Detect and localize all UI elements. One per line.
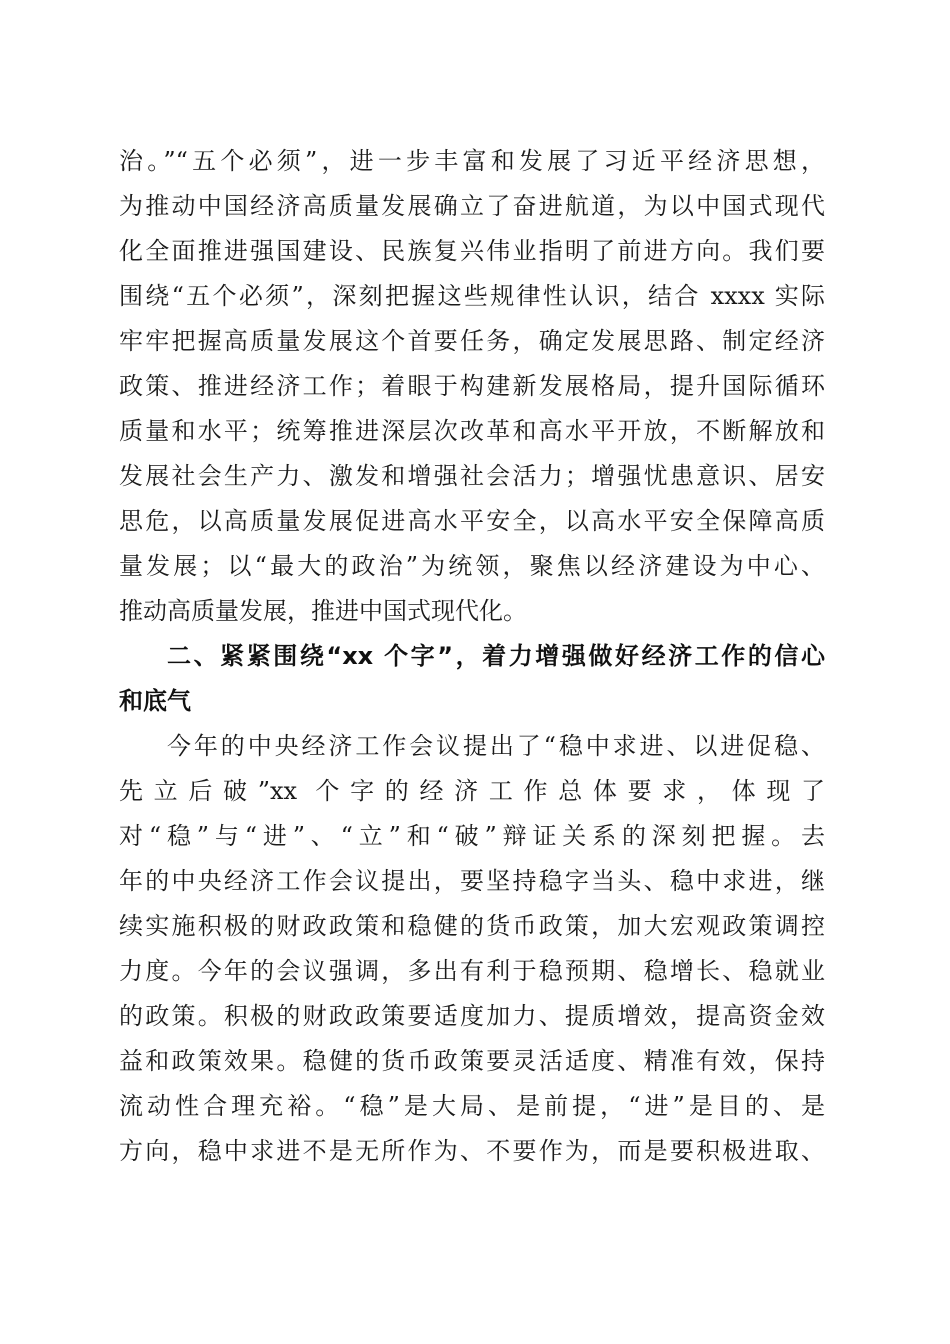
body-text-line: 推动高质量发展，推进中国式现代化。 (119, 597, 527, 625)
body-text-line: 发展社会生产力、激发和增强社会活力；增强忧患意识、居安 (119, 462, 825, 490)
body-text-line: 流动性合理充裕。“稳”是大局、是前提，“进”是目的、是 (119, 1092, 825, 1120)
body-text-line: 对“稳”与“进”、“立”和“破”辩证关系的深刻把握。去 (119, 822, 825, 850)
body-text-line: 今年的中央经济工作会议提出了“稳中求进、以进促稳、 (167, 732, 825, 760)
body-text-line: 方向，稳中求进不是无所作为、不要作为，而是要积极进取、 (119, 1137, 825, 1165)
body-text-line: 先立后破”xx 个字的经济工作总体要求，体现了 (119, 777, 825, 805)
body-text-line: 政策、推进经济工作；着眼于构建新发展格局，提升国际循环 (119, 372, 825, 400)
body-text-line: 质量和水平；统筹推进深层次改革和高水平开放，不断解放和 (119, 417, 825, 445)
body-text-line: 治。”“五个必须”，进一步丰富和发展了习近平经济思想， (119, 147, 825, 175)
section-heading-continuation: 和底气 (119, 687, 191, 715)
body-text-line: 年的中央经济工作会议提出，要坚持稳字当头、稳中求进，继 (119, 867, 825, 895)
body-text-line: 化全面推进强国建设、民族复兴伟业指明了前进方向。我们要 (119, 237, 825, 265)
section-heading: 二、紧紧围绕“xx 个字”，着力增强做好经济工作的信心 (167, 642, 825, 670)
body-text-line: 思危，以高质量发展促进高水平安全，以高水平安全保障高质 (119, 507, 825, 535)
body-text-line: 力度。今年的会议强调，多出有利于稳预期、稳增长、稳就业 (119, 957, 825, 985)
body-text-line: 为推动中国经济高质量发展确立了奋进航道，为以中国式现代 (119, 192, 825, 220)
body-text-line: 牢牢把握高质量发展这个首要任务，确定发展思路、制定经济 (119, 327, 825, 355)
body-text-line: 益和政策效果。稳健的货币政策要灵活适度、精准有效，保持 (119, 1047, 825, 1075)
body-text-line: 围绕“五个必须”，深刻把握这些规律性认识，结合 xxxx 实际 (119, 282, 825, 310)
body-text-line: 续实施积极的财政政策和稳健的货币政策，加大宏观政策调控 (119, 912, 825, 940)
body-text-line: 量发展；以“最大的政治”为统领，聚焦以经济建设为中心、 (119, 552, 825, 580)
body-text-line: 的政策。积极的财政政策要适度加力、提质增效，提高资金效 (119, 1002, 825, 1030)
